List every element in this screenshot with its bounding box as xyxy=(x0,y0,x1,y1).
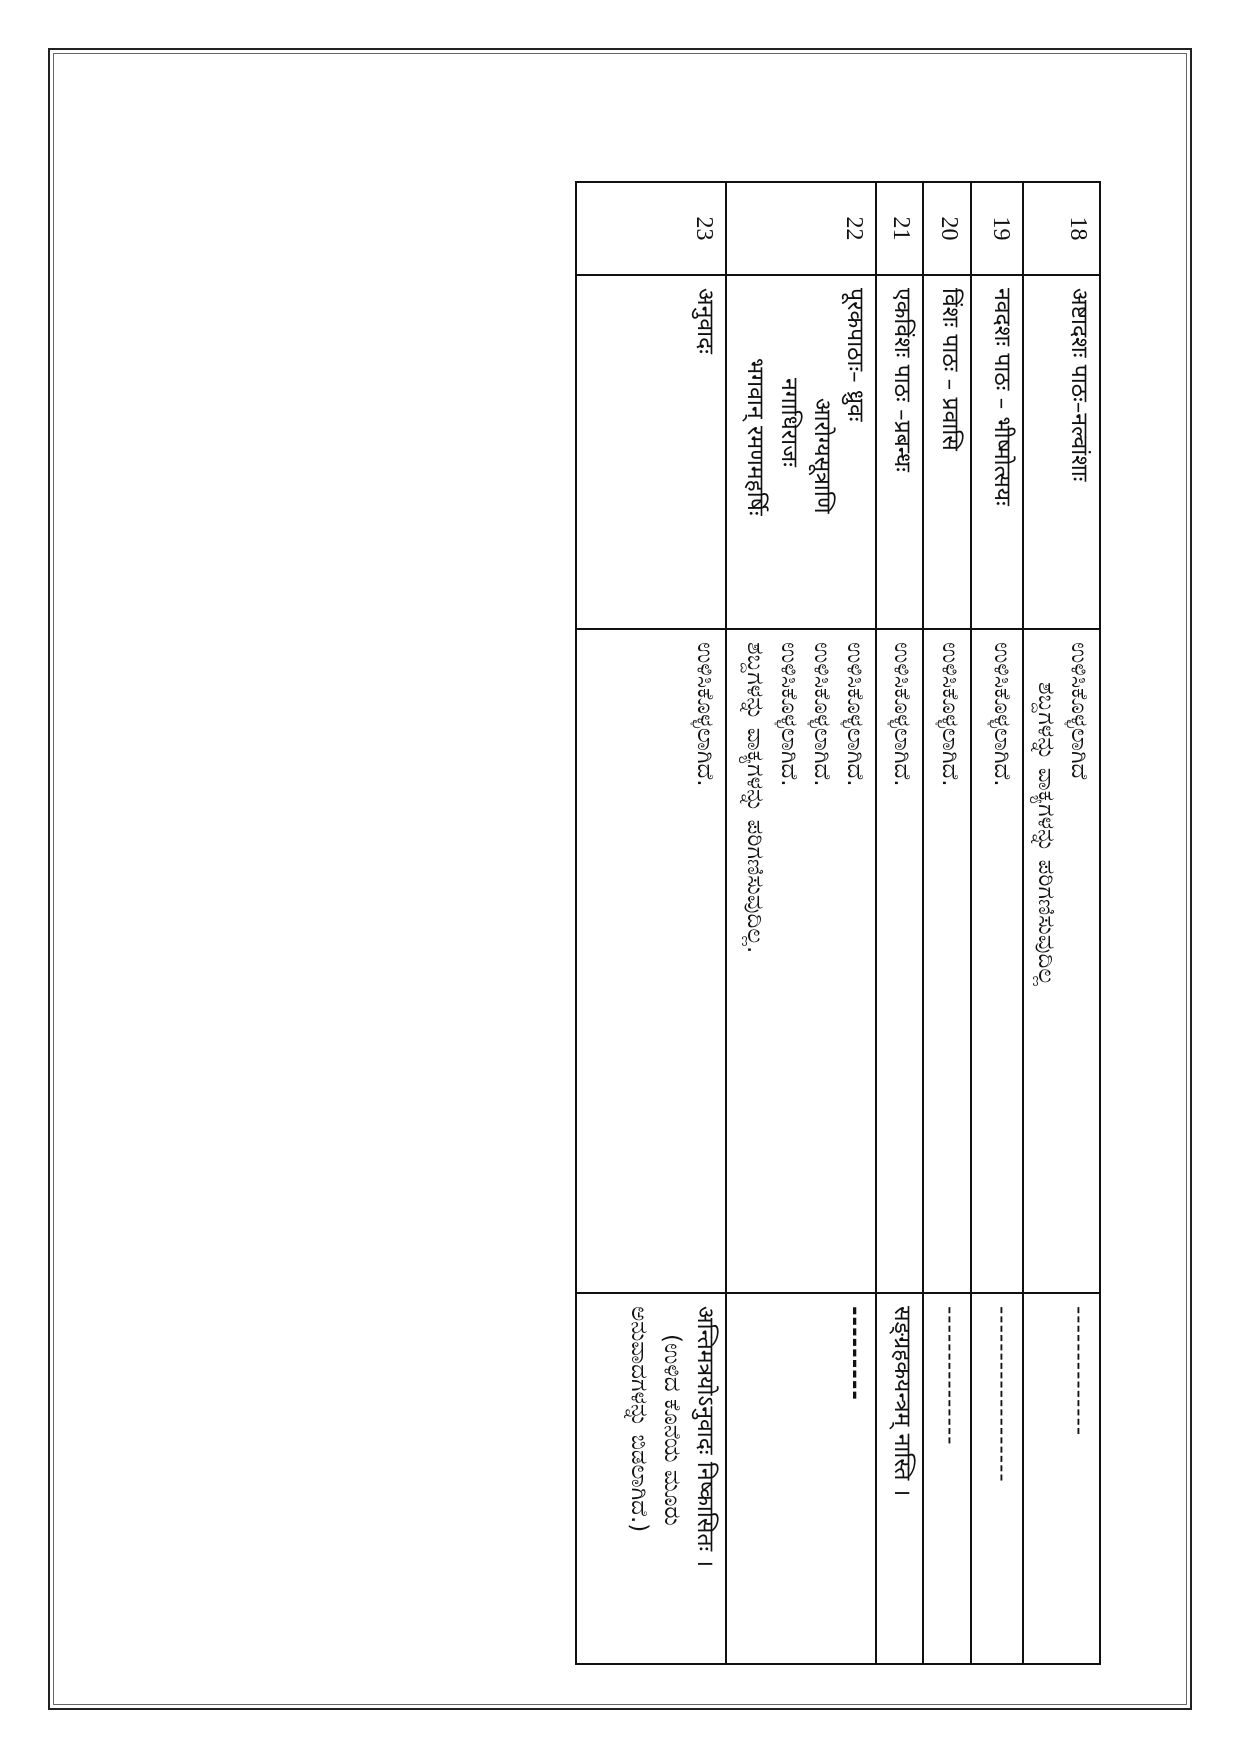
lesson-name: एकविंशः पाठः –प्रबन्धः xyxy=(889,288,916,472)
remark-note: (ಉಳಿದ ಕೊನೆಯ ಮೂರು xyxy=(658,1334,685,1526)
syllabus-table-rotated xyxy=(596,181,1101,1663)
status-cell xyxy=(923,629,971,1293)
lesson-subitem: नगाधिराजः xyxy=(775,378,802,467)
row-number: 18 xyxy=(1023,182,1100,275)
status-text: ಉಳಿಸಿಕೊಳ್ಳಲಾಗಿದೆ. xyxy=(808,642,835,787)
remark-note: ಅನುವಾದಗಳನ್ನು ಬಿಡಲಾಗಿದೆ.) xyxy=(625,1306,652,1533)
lesson-subitem: आरोग्यसूत्राणि xyxy=(808,398,835,514)
lesson-cell xyxy=(876,275,923,629)
lesson-name: अनुवादः xyxy=(692,288,719,354)
status-cell xyxy=(576,629,726,1293)
status-note: ಶಬ್ದಗಳನ್ನು ವಾಕ್ಯಗಳನ್ನು ಪರಿಗಣಿಸುವುದಿಲ್ಲ. xyxy=(742,642,769,954)
remark-text: सङ्ग्रहकयन्त्रम् नास्ति । xyxy=(889,1306,916,1497)
status-cell xyxy=(876,629,923,1293)
table-row xyxy=(726,182,876,1664)
row-number: 19 xyxy=(971,182,1023,275)
status-text: ಉಳಿಸಿಕೊಳ್ಳಲಾಗಿದೆ. xyxy=(692,642,719,787)
remark-text: --------------- xyxy=(937,1306,964,1446)
remark-cell xyxy=(971,1293,1023,1664)
status-cell xyxy=(1023,629,1100,1293)
row-number: 22 xyxy=(726,182,876,275)
status-cell xyxy=(971,629,1023,1293)
lesson-name: विंशः पाठः – प्रवासि xyxy=(937,288,964,451)
lesson-name: अष्टादशः पाठः–नल्वांशाः xyxy=(1066,288,1092,482)
remark-cell xyxy=(726,1293,876,1664)
syllabus-table xyxy=(575,181,1101,1665)
remark-text: अन्तिमत्रयोऽनुवादः निष्कासितः । xyxy=(692,1306,719,1568)
lesson-cell xyxy=(576,275,726,629)
status-note: ಶಬ್ದಗಳನ್ನು ವಾಕ್ಯಗಳನ್ನು ಪರಿಗಣಿಸುವುದಿಲ್ಲ xyxy=(1032,682,1059,986)
table-row xyxy=(971,182,1023,1664)
remark-cell xyxy=(923,1293,971,1664)
status-text: ಉಳಿಸಿಕೊಳ್ಳಲಾಗಿದೆ. xyxy=(889,642,916,787)
status-text: ಉಳಿಸಿಕೊಳ್ಳಲಾಗಿದೆ xyxy=(1066,642,1092,780)
remark-text: ------------------- xyxy=(989,1306,1016,1483)
table-row xyxy=(1023,182,1100,1664)
remark-cell xyxy=(876,1293,923,1664)
lesson-subitem: भगवान् रमणमहर्षिः xyxy=(742,358,769,516)
table-row xyxy=(876,182,923,1664)
lesson-name: पूरकपाठाः– ध्रुवः xyxy=(842,288,869,422)
status-text: ಉಳಿಸಿಕೊಳ್ಳಲಾಗಿದೆ. xyxy=(842,642,869,787)
status-text: ಉಳಿಸಿಕೊಳ್ಳಲಾಗಿದೆ. xyxy=(937,642,964,787)
row-number: 21 xyxy=(876,182,923,275)
lesson-cell xyxy=(726,275,876,629)
lesson-name: नवदशः पाठः – भीष्मोत्सयः xyxy=(989,288,1016,506)
remark-text: --------- xyxy=(842,1306,869,1401)
row-number: 23 xyxy=(576,182,726,275)
remark-text: -------------- xyxy=(1066,1306,1092,1437)
table-row xyxy=(576,182,726,1664)
status-text: ಉಳಿಸಿಕೊಳ್ಳಲಾಗಿದೆ. xyxy=(775,642,802,787)
status-text: ಉಳಿಸಿಕೊಳ್ಳಲಾಗಿದೆ. xyxy=(989,642,1016,787)
status-cell xyxy=(726,629,876,1293)
lesson-cell xyxy=(1023,275,1100,629)
remark-cell xyxy=(576,1293,726,1664)
row-number: 20 xyxy=(923,182,971,275)
lesson-cell xyxy=(971,275,1023,629)
remark-cell xyxy=(1023,1293,1100,1664)
lesson-cell xyxy=(923,275,971,629)
table-row xyxy=(923,182,971,1664)
